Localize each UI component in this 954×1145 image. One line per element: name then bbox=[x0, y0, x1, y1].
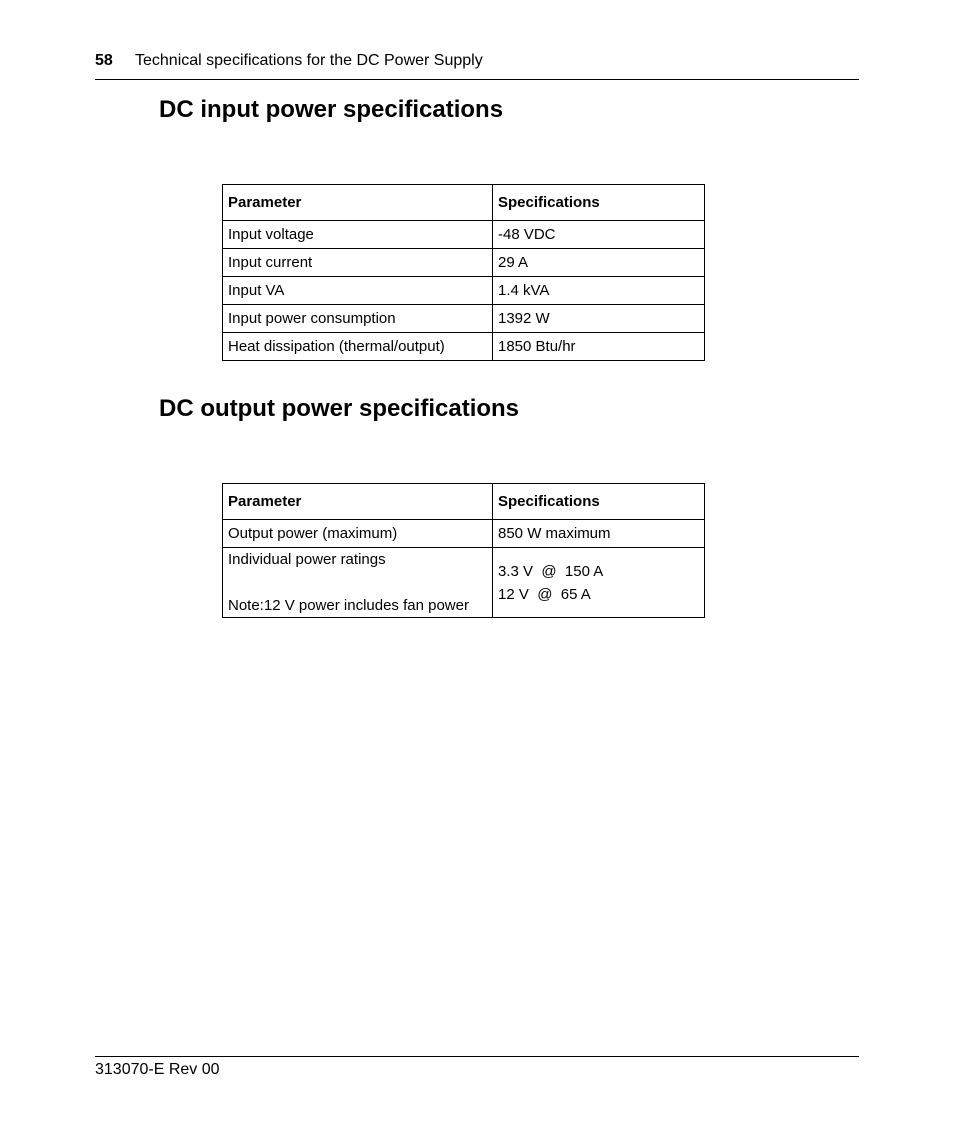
output-section-heading: DC output power specifications bbox=[159, 395, 520, 422]
table-row bbox=[223, 548, 705, 618]
parameter-label: Individual power ratings bbox=[228, 551, 386, 568]
table-row bbox=[223, 520, 705, 548]
parameter-cell: Output power (maximum) bbox=[223, 520, 493, 548]
table-header-row bbox=[223, 185, 705, 221]
rating-value: 12 V @ 65 A bbox=[498, 585, 591, 603]
page-number: 58 bbox=[95, 52, 113, 69]
table-row bbox=[223, 305, 705, 333]
table-header-row bbox=[223, 484, 705, 520]
value-cell: -48 VDC bbox=[493, 221, 705, 249]
parameter-cell bbox=[223, 548, 493, 618]
parameter-cell: Heat dissipation (thermal/output) bbox=[223, 333, 493, 361]
value-cell: 1850 Btu/hr bbox=[493, 333, 705, 361]
table-row bbox=[223, 277, 705, 305]
parameter-cell: Input voltage bbox=[223, 221, 493, 249]
value-cell: 1392 W bbox=[493, 305, 705, 333]
footer-rule bbox=[95, 1056, 859, 1057]
footer-doc-id: 313070-E Rev 00 bbox=[95, 1061, 220, 1078]
table-row bbox=[223, 333, 705, 361]
output-spec-table bbox=[222, 483, 705, 618]
table-row bbox=[223, 249, 705, 277]
input-spec-table bbox=[222, 184, 705, 361]
value-cell bbox=[493, 548, 705, 618]
header-rule bbox=[95, 79, 859, 80]
column-header-parameter: Parameter bbox=[223, 185, 493, 221]
page-header bbox=[95, 50, 859, 72]
chapter-title: Technical specifications for the DC Power Supply bbox=[135, 52, 483, 69]
column-header-parameter: Parameter bbox=[223, 484, 493, 520]
parameter-cell: Input VA bbox=[223, 277, 493, 305]
parameter-cell: Input current bbox=[223, 249, 493, 277]
column-header-specifications: Specifications bbox=[493, 185, 705, 221]
value-cell: 29 A bbox=[493, 249, 705, 277]
value-cell: 1.4 kVA bbox=[493, 277, 705, 305]
input-section-heading: DC input power specifications bbox=[159, 96, 504, 123]
parameter-note: Note:12 V power includes fan power bbox=[228, 597, 469, 614]
value-cell: 850 W maximum bbox=[493, 520, 705, 548]
parameter-cell: Input power consumption bbox=[223, 305, 493, 333]
spacer bbox=[228, 571, 487, 594]
rating-value: 3.3 V @ 150 A bbox=[498, 562, 604, 580]
column-header-specifications: Specifications bbox=[493, 484, 705, 520]
table-row bbox=[223, 221, 705, 249]
